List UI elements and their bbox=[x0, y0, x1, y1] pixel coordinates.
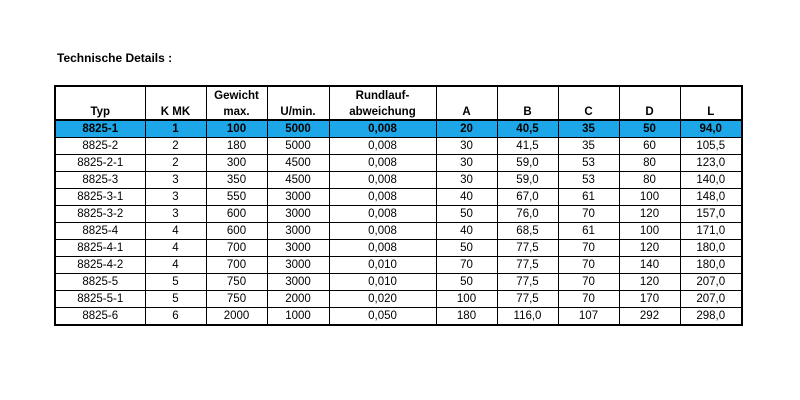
table-cell: 8825-3 bbox=[55, 172, 145, 189]
table-cell: 50 bbox=[436, 274, 497, 291]
column-header: K MK bbox=[145, 103, 206, 120]
column-header-top bbox=[680, 86, 742, 103]
table-row bbox=[55, 172, 742, 189]
table-cell: 207,0 bbox=[680, 274, 742, 291]
table-cell: 35 bbox=[558, 138, 619, 155]
table-row bbox=[55, 308, 742, 326]
table-cell: 298,0 bbox=[680, 308, 742, 326]
table-row bbox=[55, 257, 742, 274]
table-cell: 600 bbox=[206, 206, 267, 223]
table-cell: 157,0 bbox=[680, 206, 742, 223]
page-title: Technische Details : bbox=[57, 51, 173, 65]
table-cell: 5000 bbox=[267, 120, 329, 138]
table-cell: 8825-4 bbox=[55, 223, 145, 240]
table-cell: 68,5 bbox=[497, 223, 558, 240]
table-cell: 41,5 bbox=[497, 138, 558, 155]
table-row bbox=[55, 223, 742, 240]
table-cell: 5000 bbox=[267, 138, 329, 155]
table-cell: 0,008 bbox=[329, 155, 436, 172]
table-cell: 2 bbox=[145, 155, 206, 172]
table-cell: 0,008 bbox=[329, 138, 436, 155]
column-header: abweichung bbox=[329, 103, 436, 120]
table-cell: 61 bbox=[558, 223, 619, 240]
table-cell: 0,010 bbox=[329, 257, 436, 274]
table-cell: 59,0 bbox=[497, 172, 558, 189]
table-cell: 600 bbox=[206, 223, 267, 240]
table-cell: 2 bbox=[145, 138, 206, 155]
column-header: L bbox=[680, 103, 742, 120]
table-cell: 53 bbox=[558, 172, 619, 189]
table-cell: 5 bbox=[145, 291, 206, 308]
table-cell: 67,0 bbox=[497, 189, 558, 206]
table-cell: 0,010 bbox=[329, 274, 436, 291]
table-cell: 59,0 bbox=[497, 155, 558, 172]
column-header-top bbox=[55, 86, 145, 103]
column-header: Typ bbox=[55, 103, 145, 120]
table-row bbox=[55, 206, 742, 223]
table-row bbox=[55, 291, 742, 308]
table-cell: 0,008 bbox=[329, 189, 436, 206]
column-header-top bbox=[497, 86, 558, 103]
table-cell: 123,0 bbox=[680, 155, 742, 172]
table-cell: 1000 bbox=[267, 308, 329, 326]
table-cell: 3000 bbox=[267, 189, 329, 206]
technical-details-table bbox=[54, 85, 743, 326]
table-cell: 40,5 bbox=[497, 120, 558, 138]
table-cell: 4 bbox=[145, 240, 206, 257]
table-row bbox=[55, 155, 742, 172]
table-cell: 0,020 bbox=[329, 291, 436, 308]
table-cell: 70 bbox=[558, 274, 619, 291]
table-cell: 3000 bbox=[267, 240, 329, 257]
table-cell: 700 bbox=[206, 257, 267, 274]
column-header-top bbox=[619, 86, 680, 103]
table-cell: 350 bbox=[206, 172, 267, 189]
table-cell: 3 bbox=[145, 206, 206, 223]
table-cell: 8825-6 bbox=[55, 308, 145, 326]
table-cell: 0,008 bbox=[329, 223, 436, 240]
table-cell: 550 bbox=[206, 189, 267, 206]
table-cell: 116,0 bbox=[497, 308, 558, 326]
table-row bbox=[55, 138, 742, 155]
table-cell: 2000 bbox=[206, 308, 267, 326]
table-cell: 120 bbox=[619, 274, 680, 291]
table-cell: 100 bbox=[436, 291, 497, 308]
column-header: U/min. bbox=[267, 103, 329, 120]
table-cell: 207,0 bbox=[680, 291, 742, 308]
table-cell: 3 bbox=[145, 172, 206, 189]
table-cell: 100 bbox=[619, 189, 680, 206]
column-header: A bbox=[436, 103, 497, 120]
table-cell: 0,050 bbox=[329, 308, 436, 326]
table-cell: 30 bbox=[436, 155, 497, 172]
column-header-top bbox=[436, 86, 497, 103]
table-cell: 4 bbox=[145, 257, 206, 274]
column-header: B bbox=[497, 103, 558, 120]
table-cell: 70 bbox=[558, 206, 619, 223]
table-cell: 8825-2 bbox=[55, 138, 145, 155]
table-cell: 4 bbox=[145, 223, 206, 240]
column-header-top bbox=[267, 86, 329, 103]
table-cell: 53 bbox=[558, 155, 619, 172]
table-cell: 35 bbox=[558, 120, 619, 138]
table-cell: 8825-4-1 bbox=[55, 240, 145, 257]
table-row-highlighted bbox=[55, 120, 742, 138]
table-cell: 77,5 bbox=[497, 274, 558, 291]
table-cell: 180,0 bbox=[680, 240, 742, 257]
table-cell: 170 bbox=[619, 291, 680, 308]
table-cell: 77,5 bbox=[497, 291, 558, 308]
table-cell: 180 bbox=[436, 308, 497, 326]
table-cell: 3000 bbox=[267, 257, 329, 274]
table-row bbox=[55, 240, 742, 257]
table-cell: 50 bbox=[436, 206, 497, 223]
table-body bbox=[55, 120, 742, 325]
table-cell: 140 bbox=[619, 257, 680, 274]
table-cell: 50 bbox=[436, 240, 497, 257]
table-cell: 1 bbox=[145, 120, 206, 138]
table-cell: 8825-5-1 bbox=[55, 291, 145, 308]
table-cell: 8825-5 bbox=[55, 274, 145, 291]
table-cell: 100 bbox=[206, 120, 267, 138]
column-header-top bbox=[145, 86, 206, 103]
header-row-top bbox=[55, 86, 742, 103]
table-cell: 70 bbox=[558, 240, 619, 257]
table-cell: 94,0 bbox=[680, 120, 742, 138]
table-cell: 105,5 bbox=[680, 138, 742, 155]
table-cell: 3000 bbox=[267, 206, 329, 223]
table-cell: 5 bbox=[145, 274, 206, 291]
table-cell: 61 bbox=[558, 189, 619, 206]
table-cell: 77,5 bbox=[497, 257, 558, 274]
table-cell: 20 bbox=[436, 120, 497, 138]
table-cell: 700 bbox=[206, 240, 267, 257]
table-cell: 30 bbox=[436, 172, 497, 189]
column-header: max. bbox=[206, 103, 267, 120]
table-cell: 40 bbox=[436, 223, 497, 240]
table-cell: 80 bbox=[619, 155, 680, 172]
table-cell: 70 bbox=[436, 257, 497, 274]
table-header bbox=[55, 86, 742, 120]
table-cell: 70 bbox=[558, 291, 619, 308]
table-cell: 60 bbox=[619, 138, 680, 155]
table-cell: 77,5 bbox=[497, 240, 558, 257]
table-cell: 8825-3-1 bbox=[55, 189, 145, 206]
table-cell: 8825-2-1 bbox=[55, 155, 145, 172]
column-header: D bbox=[619, 103, 680, 120]
column-header-top bbox=[558, 86, 619, 103]
table-cell: 148,0 bbox=[680, 189, 742, 206]
table-cell: 0,008 bbox=[329, 172, 436, 189]
table-cell: 0,008 bbox=[329, 206, 436, 223]
column-header: C bbox=[558, 103, 619, 120]
table-cell: 80 bbox=[619, 172, 680, 189]
table-cell: 0,008 bbox=[329, 120, 436, 138]
table-cell: 2000 bbox=[267, 291, 329, 308]
table-cell: 3000 bbox=[267, 223, 329, 240]
table-cell: 120 bbox=[619, 240, 680, 257]
table-cell: 0,008 bbox=[329, 240, 436, 257]
table-cell: 50 bbox=[619, 120, 680, 138]
table-cell: 140,0 bbox=[680, 172, 742, 189]
table-cell: 4500 bbox=[267, 172, 329, 189]
header-row-bottom bbox=[55, 103, 742, 120]
table-cell: 171,0 bbox=[680, 223, 742, 240]
table-cell: 3 bbox=[145, 189, 206, 206]
table-cell: 40 bbox=[436, 189, 497, 206]
table-row bbox=[55, 189, 742, 206]
column-header-top: Rundlauf- bbox=[329, 86, 436, 103]
table-cell: 120 bbox=[619, 206, 680, 223]
table-cell: 100 bbox=[619, 223, 680, 240]
table-cell: 8825-1 bbox=[55, 120, 145, 138]
table-cell: 300 bbox=[206, 155, 267, 172]
table-cell: 180 bbox=[206, 138, 267, 155]
column-header-top: Gewicht bbox=[206, 86, 267, 103]
table-cell: 750 bbox=[206, 274, 267, 291]
table-cell: 750 bbox=[206, 291, 267, 308]
table-row bbox=[55, 274, 742, 291]
table-cell: 30 bbox=[436, 138, 497, 155]
table-cell: 76,0 bbox=[497, 206, 558, 223]
table-cell: 8825-4-2 bbox=[55, 257, 145, 274]
table-cell: 180,0 bbox=[680, 257, 742, 274]
table-cell: 4500 bbox=[267, 155, 329, 172]
table-cell: 292 bbox=[619, 308, 680, 326]
table-cell: 8825-3-2 bbox=[55, 206, 145, 223]
table-cell: 70 bbox=[558, 257, 619, 274]
table-cell: 6 bbox=[145, 308, 206, 326]
table-cell: 3000 bbox=[267, 274, 329, 291]
table-cell: 107 bbox=[558, 308, 619, 326]
